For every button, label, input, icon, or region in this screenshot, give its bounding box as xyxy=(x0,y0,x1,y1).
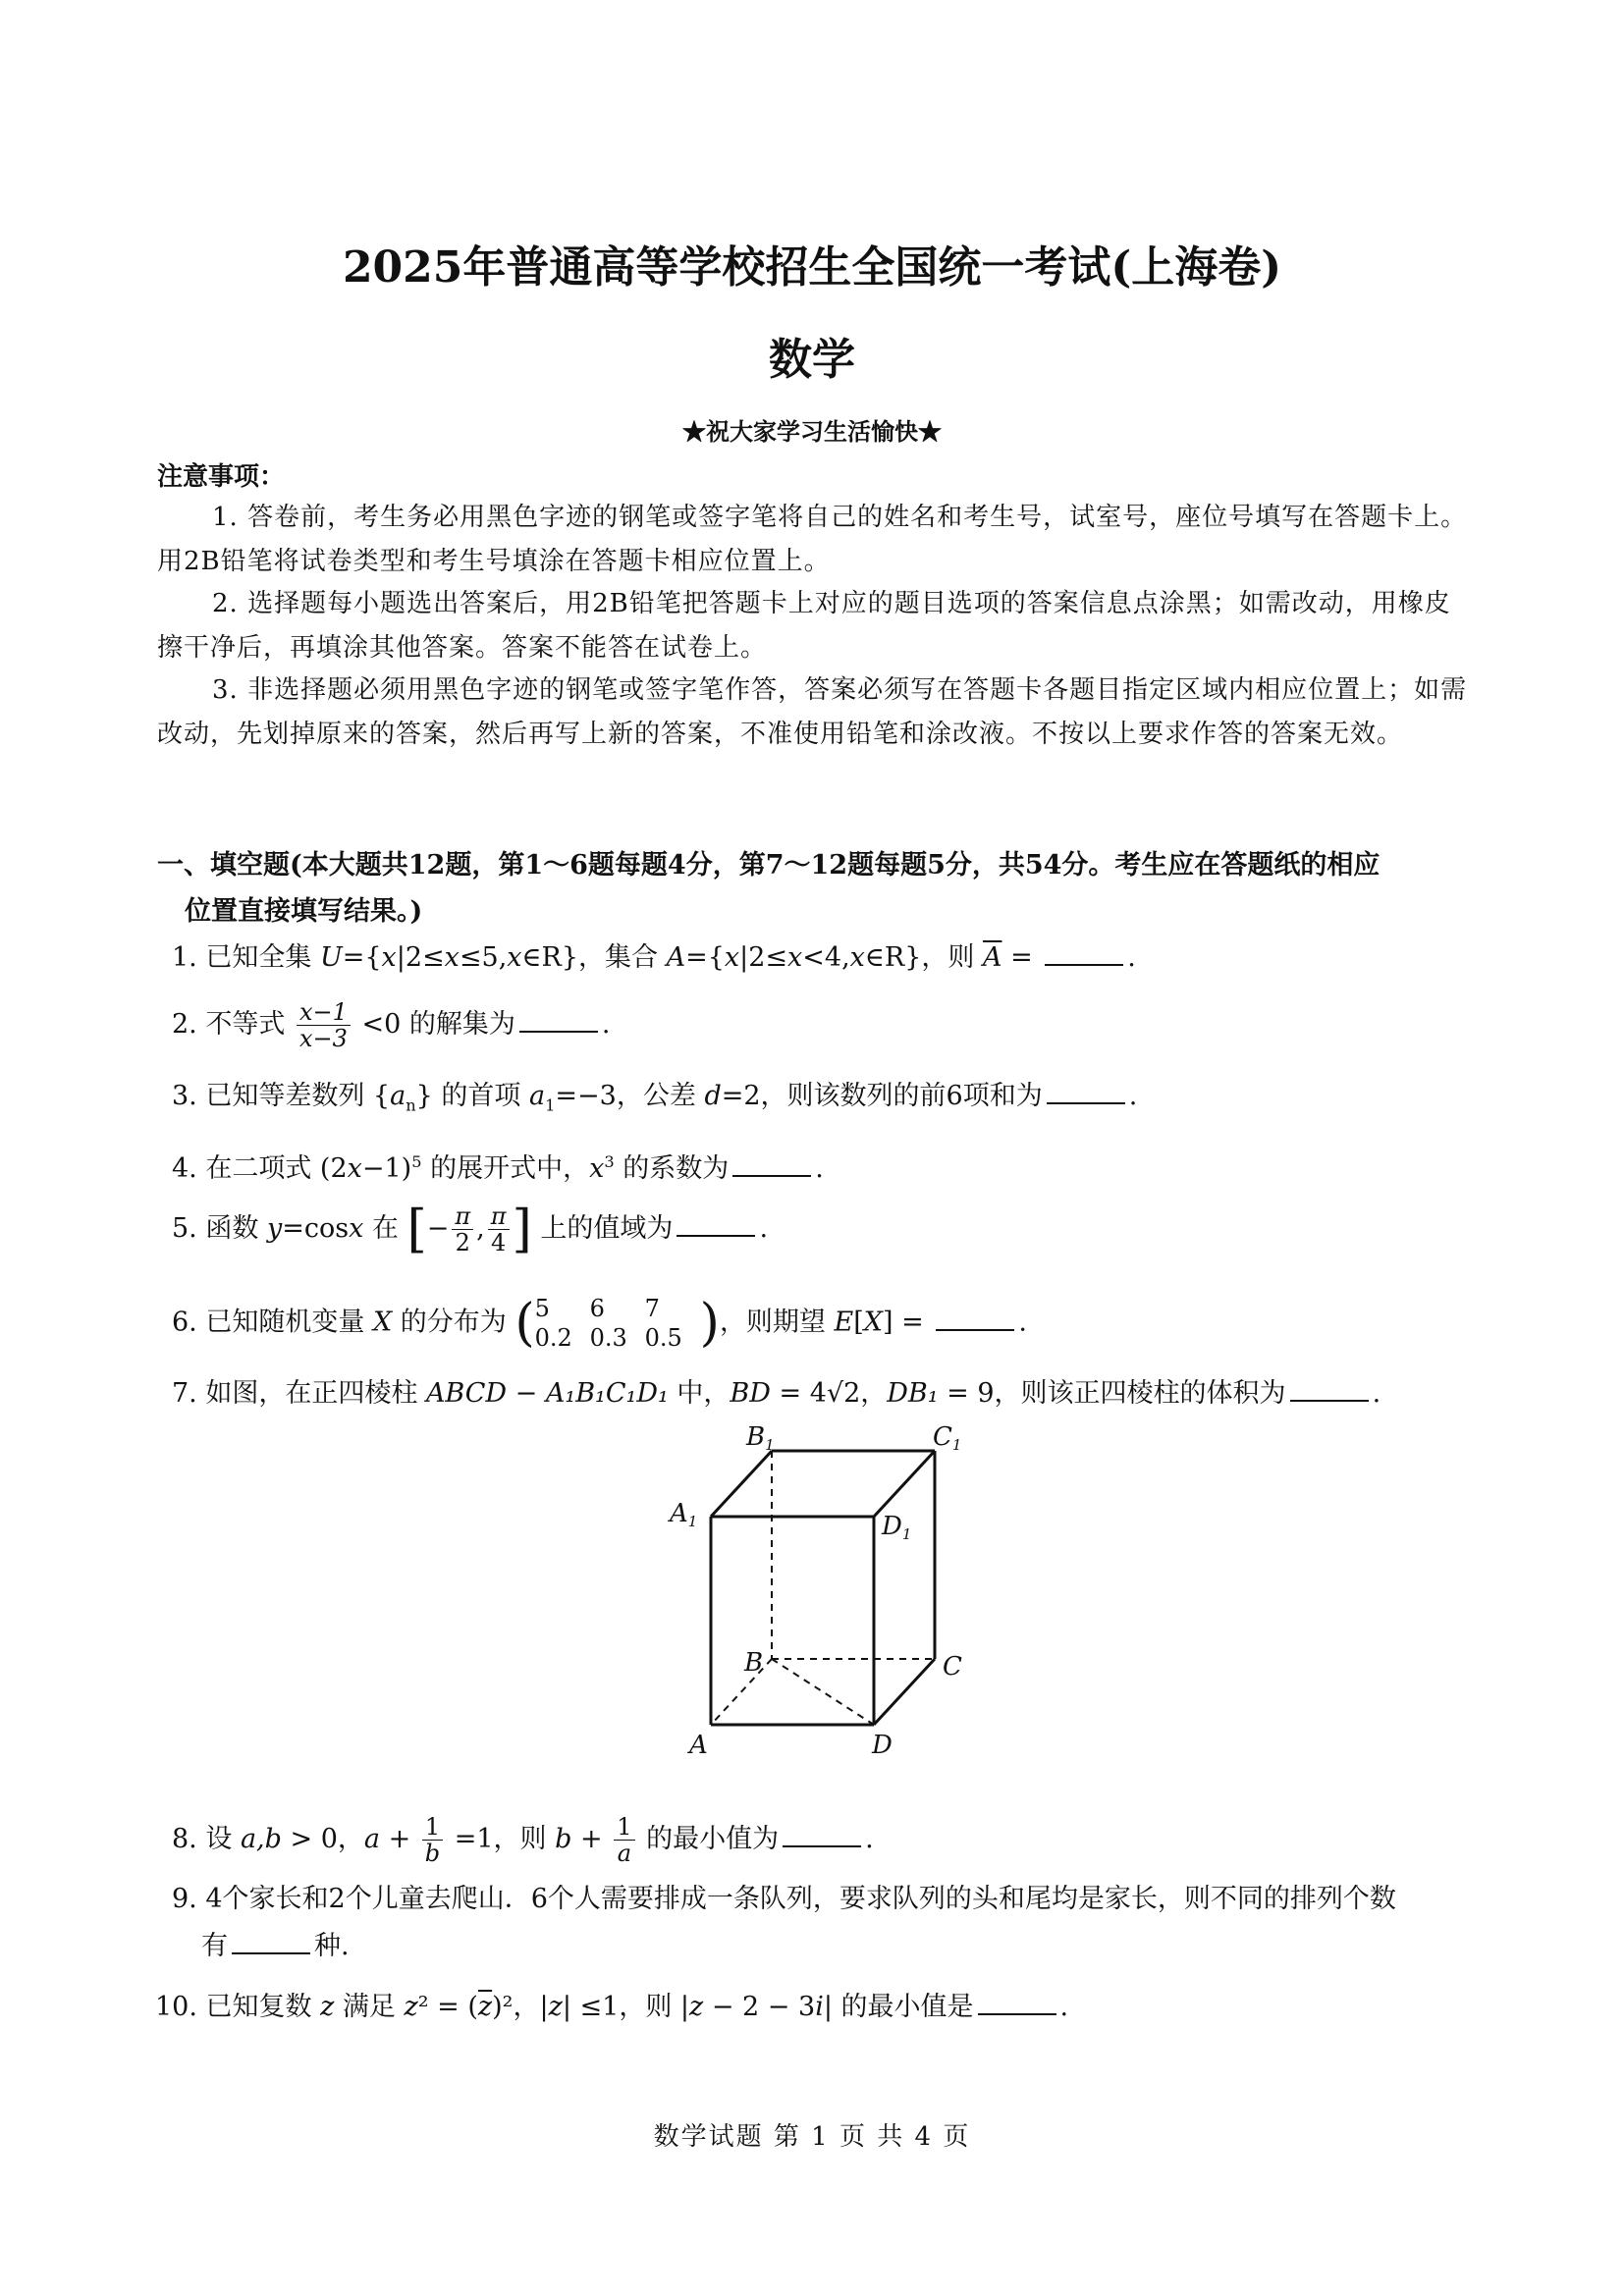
q6-var: X xyxy=(372,1307,393,1338)
q1-text: 1. 已知全集 xyxy=(172,942,320,973)
answer-blank xyxy=(677,1211,755,1237)
answer-blank xyxy=(978,1990,1056,2015)
q3-text: =−3，公差 xyxy=(555,1081,705,1111)
q5-text: − xyxy=(426,1213,450,1244)
q1-text: ∈R}，则 xyxy=(864,942,983,973)
q4-var: x xyxy=(589,1153,605,1184)
q10-var: z xyxy=(404,1992,418,2022)
q1-var: x xyxy=(381,942,397,973)
q4-var: x xyxy=(347,1153,362,1184)
edge-b1a1 xyxy=(711,1451,772,1517)
q8-text: 的最小值为 xyxy=(637,1824,780,1854)
fraction-denominator: b xyxy=(424,1840,441,1867)
q1-text: = xyxy=(1001,942,1042,973)
q9-text: 有 xyxy=(201,1931,228,1961)
q7-text: 中， xyxy=(668,1378,731,1409)
q7-text: = 9，则该正四棱柱的体积为 xyxy=(938,1378,1286,1409)
answer-blank xyxy=(1047,1079,1125,1104)
fraction-denominator: a xyxy=(617,1840,632,1867)
answer-blank xyxy=(783,1822,861,1847)
q2-text: <0 的解集为 xyxy=(352,1009,515,1040)
q6-var: X xyxy=(863,1307,884,1338)
matrix-cell: 0.2 xyxy=(534,1324,572,1352)
q7-text: = 4√2， xyxy=(770,1378,888,1409)
question-10: 10. 已知复数 z 满足 $z^2 = (\overline{z})^2$，|z| ≤1，则 |z − 2 − 3i| 的最小值是 . xyxy=(155,1992,1069,2022)
page-footer: 数学试题 第 1 页 共 4 页 xyxy=(653,2122,971,2152)
label-b1: B1 xyxy=(746,1423,775,1454)
fraction-denominator: x−3 xyxy=(298,1025,348,1052)
label-c: C xyxy=(943,1652,962,1682)
exam-title: 2025年普通高等学校招生全国统一考试(上海卷) xyxy=(342,242,1282,293)
q5-var: x xyxy=(349,1213,364,1244)
q1-text: |2≤ xyxy=(396,942,445,973)
q1-text: ={ xyxy=(685,942,725,973)
q5-text: 5. 函数 xyxy=(172,1213,267,1244)
q6-text: ，则期望 xyxy=(719,1307,835,1338)
q7-var: DB₁ xyxy=(887,1378,939,1409)
notice-item-1: 1. 答卷前，考生务必用黑色字迹的钢笔或签字笔将自己的姓名和考生号，试室号，座位号填写在答题卡上。用2B铅笔将试卷类型和考生号填涂在答题卡相应位置上。 xyxy=(157,503,1468,576)
notice-item-2: 2. 选择题每小题选出答案后，用2B铅笔把答题卡上对应的题目选项的答案信息点涂黑；如需改动，用橡皮擦干净后，再填涂其他答案。答案不能答在试卷上。 xyxy=(157,589,1451,663)
q4-exponent: 5 xyxy=(411,1152,422,1171)
q1-text: ≤5, xyxy=(459,942,508,973)
q1-var: x xyxy=(849,942,865,973)
q1-var: U xyxy=(319,942,343,973)
q6-text: ] = xyxy=(883,1307,933,1338)
q2-fraction xyxy=(297,999,351,1051)
q10-conjugate-var: $\overline{z}$ xyxy=(477,1992,493,2022)
q1-text: ∈R}，集合 xyxy=(521,942,667,973)
q8-fraction-2 xyxy=(614,1814,634,1866)
question-2: 2. 不等式 $\frac{x-1}{x-3}$ <0 的解集为 . xyxy=(172,998,611,1052)
matrix-cell: 5 xyxy=(534,1295,550,1322)
q5-fraction-1 xyxy=(452,1203,473,1255)
answer-blank xyxy=(1045,940,1123,966)
fraction-numerator: π xyxy=(488,1203,510,1230)
matrix-cell: 7 xyxy=(644,1295,660,1322)
q10-var: z xyxy=(320,1992,335,2022)
edge-dc xyxy=(874,1659,935,1725)
q5-var: y xyxy=(266,1213,283,1244)
answer-blank xyxy=(936,1306,1014,1331)
q10-var: z xyxy=(689,1992,704,2022)
q6-text: [ xyxy=(853,1307,864,1338)
q10-text: 10. 已知复数 xyxy=(155,1992,321,2022)
bracket-left: [ xyxy=(406,1200,427,1259)
matrix-paren-right: ) xyxy=(699,1294,720,1353)
matrix-cell: 0.5 xyxy=(644,1324,682,1352)
answer-blank xyxy=(232,1929,310,1954)
question-9-line-1: 9. 4个家长和2个儿童去爬山．6个人需要排成一条队列，要求队列的头和尾均是家长，则不同的排列个数 xyxy=(172,1884,1396,1914)
q10-text: | 的最小值是 xyxy=(823,1992,974,2022)
q4-text: 4. 在二项式 (2 xyxy=(172,1153,348,1184)
motto: ★祝大家学习生活愉快★ xyxy=(682,417,942,446)
q4-text: 的系数为 xyxy=(614,1153,730,1184)
fraction-denominator: 2 xyxy=(455,1229,470,1256)
q8-text: + xyxy=(379,1824,419,1854)
section-heading xyxy=(157,842,1473,934)
fraction-numerator: x−1 xyxy=(297,999,351,1026)
question-3: 3. 已知等差数列 $\{a_n\}$ 的首项 $a_1=-3$，公差 d=2，则该数列的前6项和为 . xyxy=(172,1081,1138,1115)
matrix-cell: 6 xyxy=(589,1295,605,1322)
q3-sub: 1 xyxy=(545,1095,556,1115)
question-8: 8. 设 a,b > 0，a + $\frac{1}{b}$ =1，则 b + $\frac{1}{a}$ 的最小值为 . xyxy=(172,1813,874,1867)
q3-sub: n xyxy=(406,1095,416,1115)
q2-text: 2. 不等式 xyxy=(172,1009,294,1040)
q10-var: z xyxy=(548,1992,563,2022)
question-4: 4. 在二项式 $(2x-1)^5$ 的展开式中，$x^3$ 的系数为 . xyxy=(172,1152,824,1184)
q10-text: )²，| xyxy=(492,1992,549,2022)
q1-var: x xyxy=(444,942,460,973)
matrix-paren-left: ( xyxy=(514,1294,535,1353)
q10-text: − 2 − 3 xyxy=(703,1992,816,2022)
q7-var: BD xyxy=(730,1378,771,1409)
answer-blank xyxy=(732,1151,811,1177)
q3-text: 3. 已知等差数列 { xyxy=(172,1081,391,1111)
section-heading-line2: 位置直接填写结果。) xyxy=(185,896,423,927)
q8-text: =1，则 xyxy=(446,1824,556,1854)
question-1: 1. 已知全集 U={x|2≤x≤5,x∈R}，集合 A={x|2≤x<4,x∈R}，则 $\overline{A}$ = . xyxy=(172,942,1136,973)
label-b: B xyxy=(744,1648,764,1678)
notice-heading: 注意事项： xyxy=(157,462,286,492)
q10-text: | ≤1，则 | xyxy=(562,1992,690,2022)
q1-text: <4, xyxy=(802,942,850,973)
label-a1: A1 xyxy=(670,1499,698,1530)
q8-fraction-1 xyxy=(422,1814,443,1866)
question-5: 5. 函数 y=cosx 在 [− $\frac{\pi}{2}$ , $\frac{\pi}{4}$ ] 上的值域为 . xyxy=(172,1200,769,1259)
q6-text: 6. 已知随机变量 xyxy=(172,1307,373,1338)
label-a: A xyxy=(689,1731,708,1760)
matrix-cell: 0.3 xyxy=(589,1324,627,1352)
fraction-numerator: π xyxy=(452,1203,473,1230)
fraction-denominator: 4 xyxy=(491,1229,507,1256)
q8-var: b xyxy=(555,1824,572,1854)
label-d1: D1 xyxy=(882,1512,912,1543)
bracket-right: ] xyxy=(512,1200,532,1259)
q3-text: =2，则该数列的前6项和为 xyxy=(721,1081,1043,1111)
q8-text: + xyxy=(571,1824,612,1854)
q3-var: d xyxy=(704,1081,722,1111)
fraction-numerator: 1 xyxy=(422,1814,443,1841)
edge-d1c1 xyxy=(874,1451,935,1517)
question-7: 7. 如图，在正四棱柱 ABCD − A₁B₁C₁D₁ 中，BD = 4√2，DB₁ = 9，则该正四棱柱的体积为 . xyxy=(172,1378,1381,1409)
q5-text: , xyxy=(476,1213,485,1244)
q5-fraction-2 xyxy=(488,1203,510,1255)
label-c1: C1 xyxy=(933,1423,962,1454)
answer-blank xyxy=(1290,1376,1369,1402)
q8-text: > 0， xyxy=(281,1824,364,1854)
prism-diagram xyxy=(648,1423,1001,1777)
q1-text: |2≤ xyxy=(739,942,788,973)
section-heading-line1: 一、填空题(本大题共12题，第1～6题每题4分，第7～12题每题5分，共54分。考生应在答题纸的相应 xyxy=(157,850,1380,881)
q3-var: a xyxy=(390,1081,406,1111)
answer-blank xyxy=(519,1007,598,1033)
q7-prism-name: ABCD − A₁B₁C₁D₁ xyxy=(425,1378,669,1409)
q10-var: i xyxy=(815,1992,824,2022)
q7-text: 7. 如图，在正四棱柱 xyxy=(172,1378,426,1409)
question-6: 6. 已知随机变量 X 的分布为 ( 5 6 7 0.2 0.3 0.5 )，则期望 E[X] = . xyxy=(172,1294,1027,1353)
notice-item-3: 3. 非选择题必须用黑色字迹的钢笔或签字笔作答，答案必须写在答题卡各题目指定区域内相应位置上；如需改动，先划掉原来的答案，然后再写上新的答案，不准使用铅笔和涂改液。不按以上要求作答的答案无效。 xyxy=(157,675,1468,749)
hidden-edge-bd xyxy=(772,1659,874,1725)
q4-text: −1) xyxy=(361,1153,412,1184)
fraction-numerator: 1 xyxy=(614,1814,634,1841)
q10-text: ² = ( xyxy=(417,1992,478,2022)
q5-text: 在 xyxy=(363,1213,407,1244)
q5-text: =cos xyxy=(282,1213,350,1244)
label-d: D xyxy=(872,1731,893,1760)
q8-text: 8. 设 xyxy=(172,1824,241,1854)
q3-var: a xyxy=(529,1081,546,1111)
q6-var: E xyxy=(834,1307,854,1338)
q1-text: ={ xyxy=(342,942,382,973)
q6-text: 的分布为 xyxy=(392,1307,515,1338)
q9-text: 种. xyxy=(314,1931,350,1961)
q1-var: x xyxy=(787,942,803,973)
q1-var: A xyxy=(666,942,686,973)
q8-var: a xyxy=(363,1824,380,1854)
subject-title: 数学 xyxy=(769,335,855,385)
q10-text: 满足 xyxy=(334,1992,405,2022)
q5-text: 上的值域为 xyxy=(531,1213,674,1244)
distribution-matrix xyxy=(535,1294,700,1353)
q1-complement-var: $\overline{A}$ xyxy=(982,942,1002,973)
q4-text: 的展开式中， xyxy=(421,1153,590,1184)
q4-exponent: 3 xyxy=(604,1152,615,1171)
q1-var: x xyxy=(724,942,740,973)
q3-text: } 的首项 xyxy=(415,1081,529,1111)
question-9-line-2 xyxy=(201,1927,350,1966)
q1-var: x xyxy=(507,942,522,973)
q8-var: a,b xyxy=(240,1824,282,1854)
